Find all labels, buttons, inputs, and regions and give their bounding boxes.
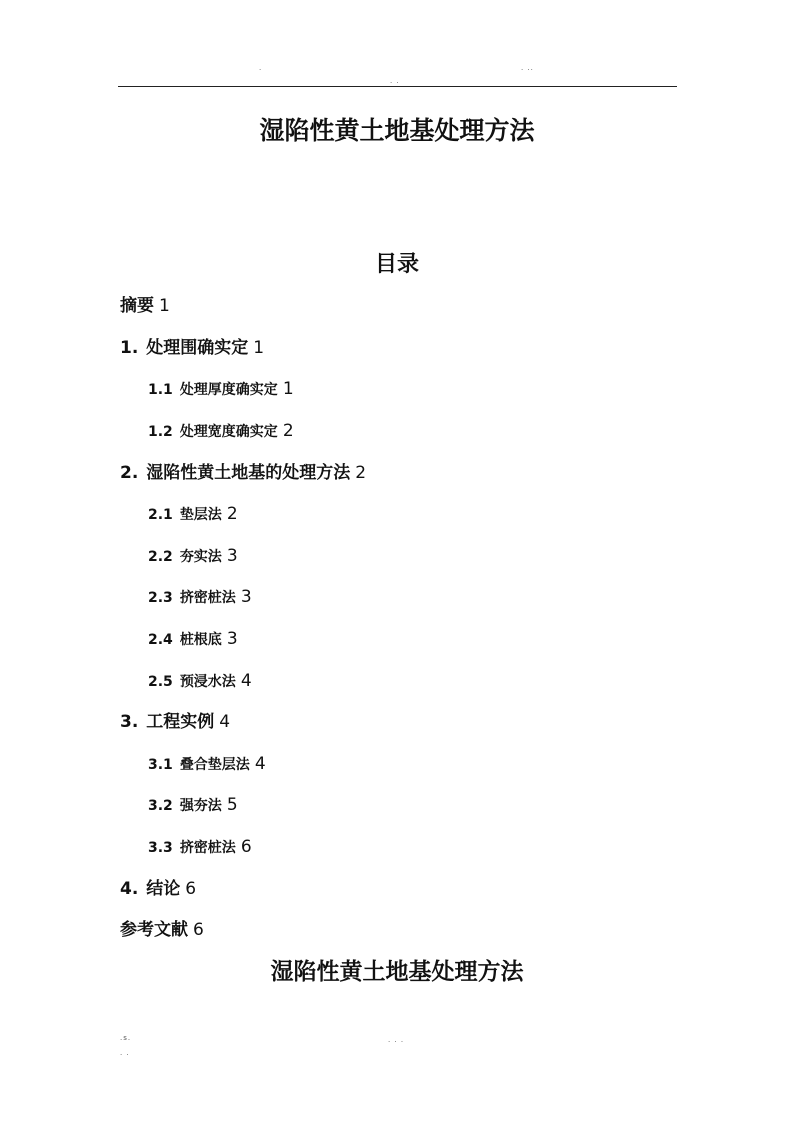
- toc-entry-text: 夯实法: [179, 549, 222, 565]
- toc-entry-text: 垫层法: [179, 507, 222, 523]
- toc-entry-text: 桩根底: [179, 632, 222, 648]
- header-mark: . .: [390, 77, 400, 85]
- header-mark: . ..: [521, 64, 534, 72]
- toc-entry-text: 挤密桩法: [179, 590, 236, 606]
- toc-entry-number: 3.3: [148, 840, 173, 856]
- toc-entry-number: 3.: [120, 712, 139, 732]
- toc-entry-text: 挤密桩法: [179, 840, 236, 856]
- toc-entry-text: 强夯法: [179, 798, 222, 814]
- toc-entry-3-2[interactable]: [148, 795, 238, 816]
- toc-entry-text: 处理厚度确实定: [179, 382, 278, 398]
- header-rule: [118, 86, 677, 87]
- toc-entry-number: 1.: [120, 338, 139, 358]
- toc-entry-page: 6: [193, 920, 204, 940]
- toc-entry-number: 1.1: [148, 382, 173, 398]
- toc-entry-page: 3: [226, 546, 238, 566]
- toc-entry-2-2[interactable]: [148, 546, 238, 567]
- toc-heading: 目录: [374, 252, 419, 277]
- toc-entry-number: 3.2: [148, 798, 173, 814]
- toc-entry-number: 2.5: [148, 674, 173, 690]
- toc-entry-page: 6: [240, 837, 252, 857]
- toc-entry-number: 2.: [120, 463, 139, 483]
- toc-entry-abstract[interactable]: [120, 295, 170, 317]
- toc-entry-page: 6: [185, 879, 197, 899]
- toc-entry-page: 1: [159, 296, 170, 316]
- toc-entry-page: 4: [240, 671, 252, 691]
- toc-entry-text: 预浸水法: [179, 674, 236, 690]
- toc-entry-text: 参考文献: [120, 920, 188, 940]
- toc-entry-text: 工程实例: [146, 712, 215, 732]
- toc-entry-page: 2: [355, 463, 367, 483]
- toc-entry-1-1[interactable]: [148, 379, 294, 400]
- document-title: 湿陷性黄土地基处理方法: [259, 116, 535, 145]
- footer-mark: . .: [120, 1049, 130, 1057]
- footer-mark: . . .: [388, 1036, 405, 1044]
- toc-entry-page: 5: [226, 795, 238, 815]
- toc-entry-text: 处理围确实定: [146, 338, 249, 358]
- toc-entry-page: 4: [254, 754, 266, 774]
- toc-entry-2-4[interactable]: [148, 629, 238, 650]
- toc-entry-1-2[interactable]: [148, 421, 294, 442]
- toc-entry-text: 摘要: [120, 296, 154, 316]
- body-title: 湿陷性黄土地基处理方法: [270, 959, 524, 985]
- header-mark: .: [259, 64, 263, 72]
- toc-entry-number: 2.1: [148, 507, 173, 523]
- toc-entry-page: 1: [253, 338, 265, 358]
- toc-entry-page: 3: [226, 629, 238, 649]
- toc-entry-page: 2: [282, 421, 294, 441]
- footer-mark: .s.: [120, 1034, 132, 1042]
- toc-entry-3-3[interactable]: [148, 837, 252, 858]
- toc-entry-number: 3.1: [148, 757, 173, 773]
- toc-entry-3-1[interactable]: [148, 754, 266, 775]
- toc-entry-number: 1.2: [148, 424, 173, 440]
- toc-entry-page: 3: [240, 587, 252, 607]
- toc-entry-text: 湿陷性黄土地基的处理方法: [146, 463, 351, 483]
- toc-entry-number: 2.2: [148, 549, 173, 565]
- toc-entry-1[interactable]: [120, 337, 264, 359]
- toc-entry-2-1[interactable]: [148, 504, 238, 525]
- toc-entry-2[interactable]: [120, 462, 366, 484]
- toc-entry-2-3[interactable]: [148, 587, 252, 608]
- toc-entry-number: 2.4: [148, 632, 173, 648]
- toc-entry-page: 2: [226, 504, 238, 524]
- toc-entry-references[interactable]: [120, 919, 204, 941]
- toc-entry-number: 2.3: [148, 590, 173, 606]
- toc-entry-2-5[interactable]: [148, 671, 252, 692]
- toc-entry-number: 4.: [120, 879, 139, 899]
- toc-entry-4[interactable]: [120, 878, 196, 900]
- toc-entry-3[interactable]: [120, 711, 230, 733]
- toc-entry-page: 4: [219, 712, 231, 732]
- toc-entry-text: 结论: [146, 879, 181, 899]
- toc-entry-text: 叠合垫层法: [179, 757, 250, 773]
- toc-entry-text: 处理宽度确实定: [179, 424, 278, 440]
- toc-entry-page: 1: [282, 379, 294, 399]
